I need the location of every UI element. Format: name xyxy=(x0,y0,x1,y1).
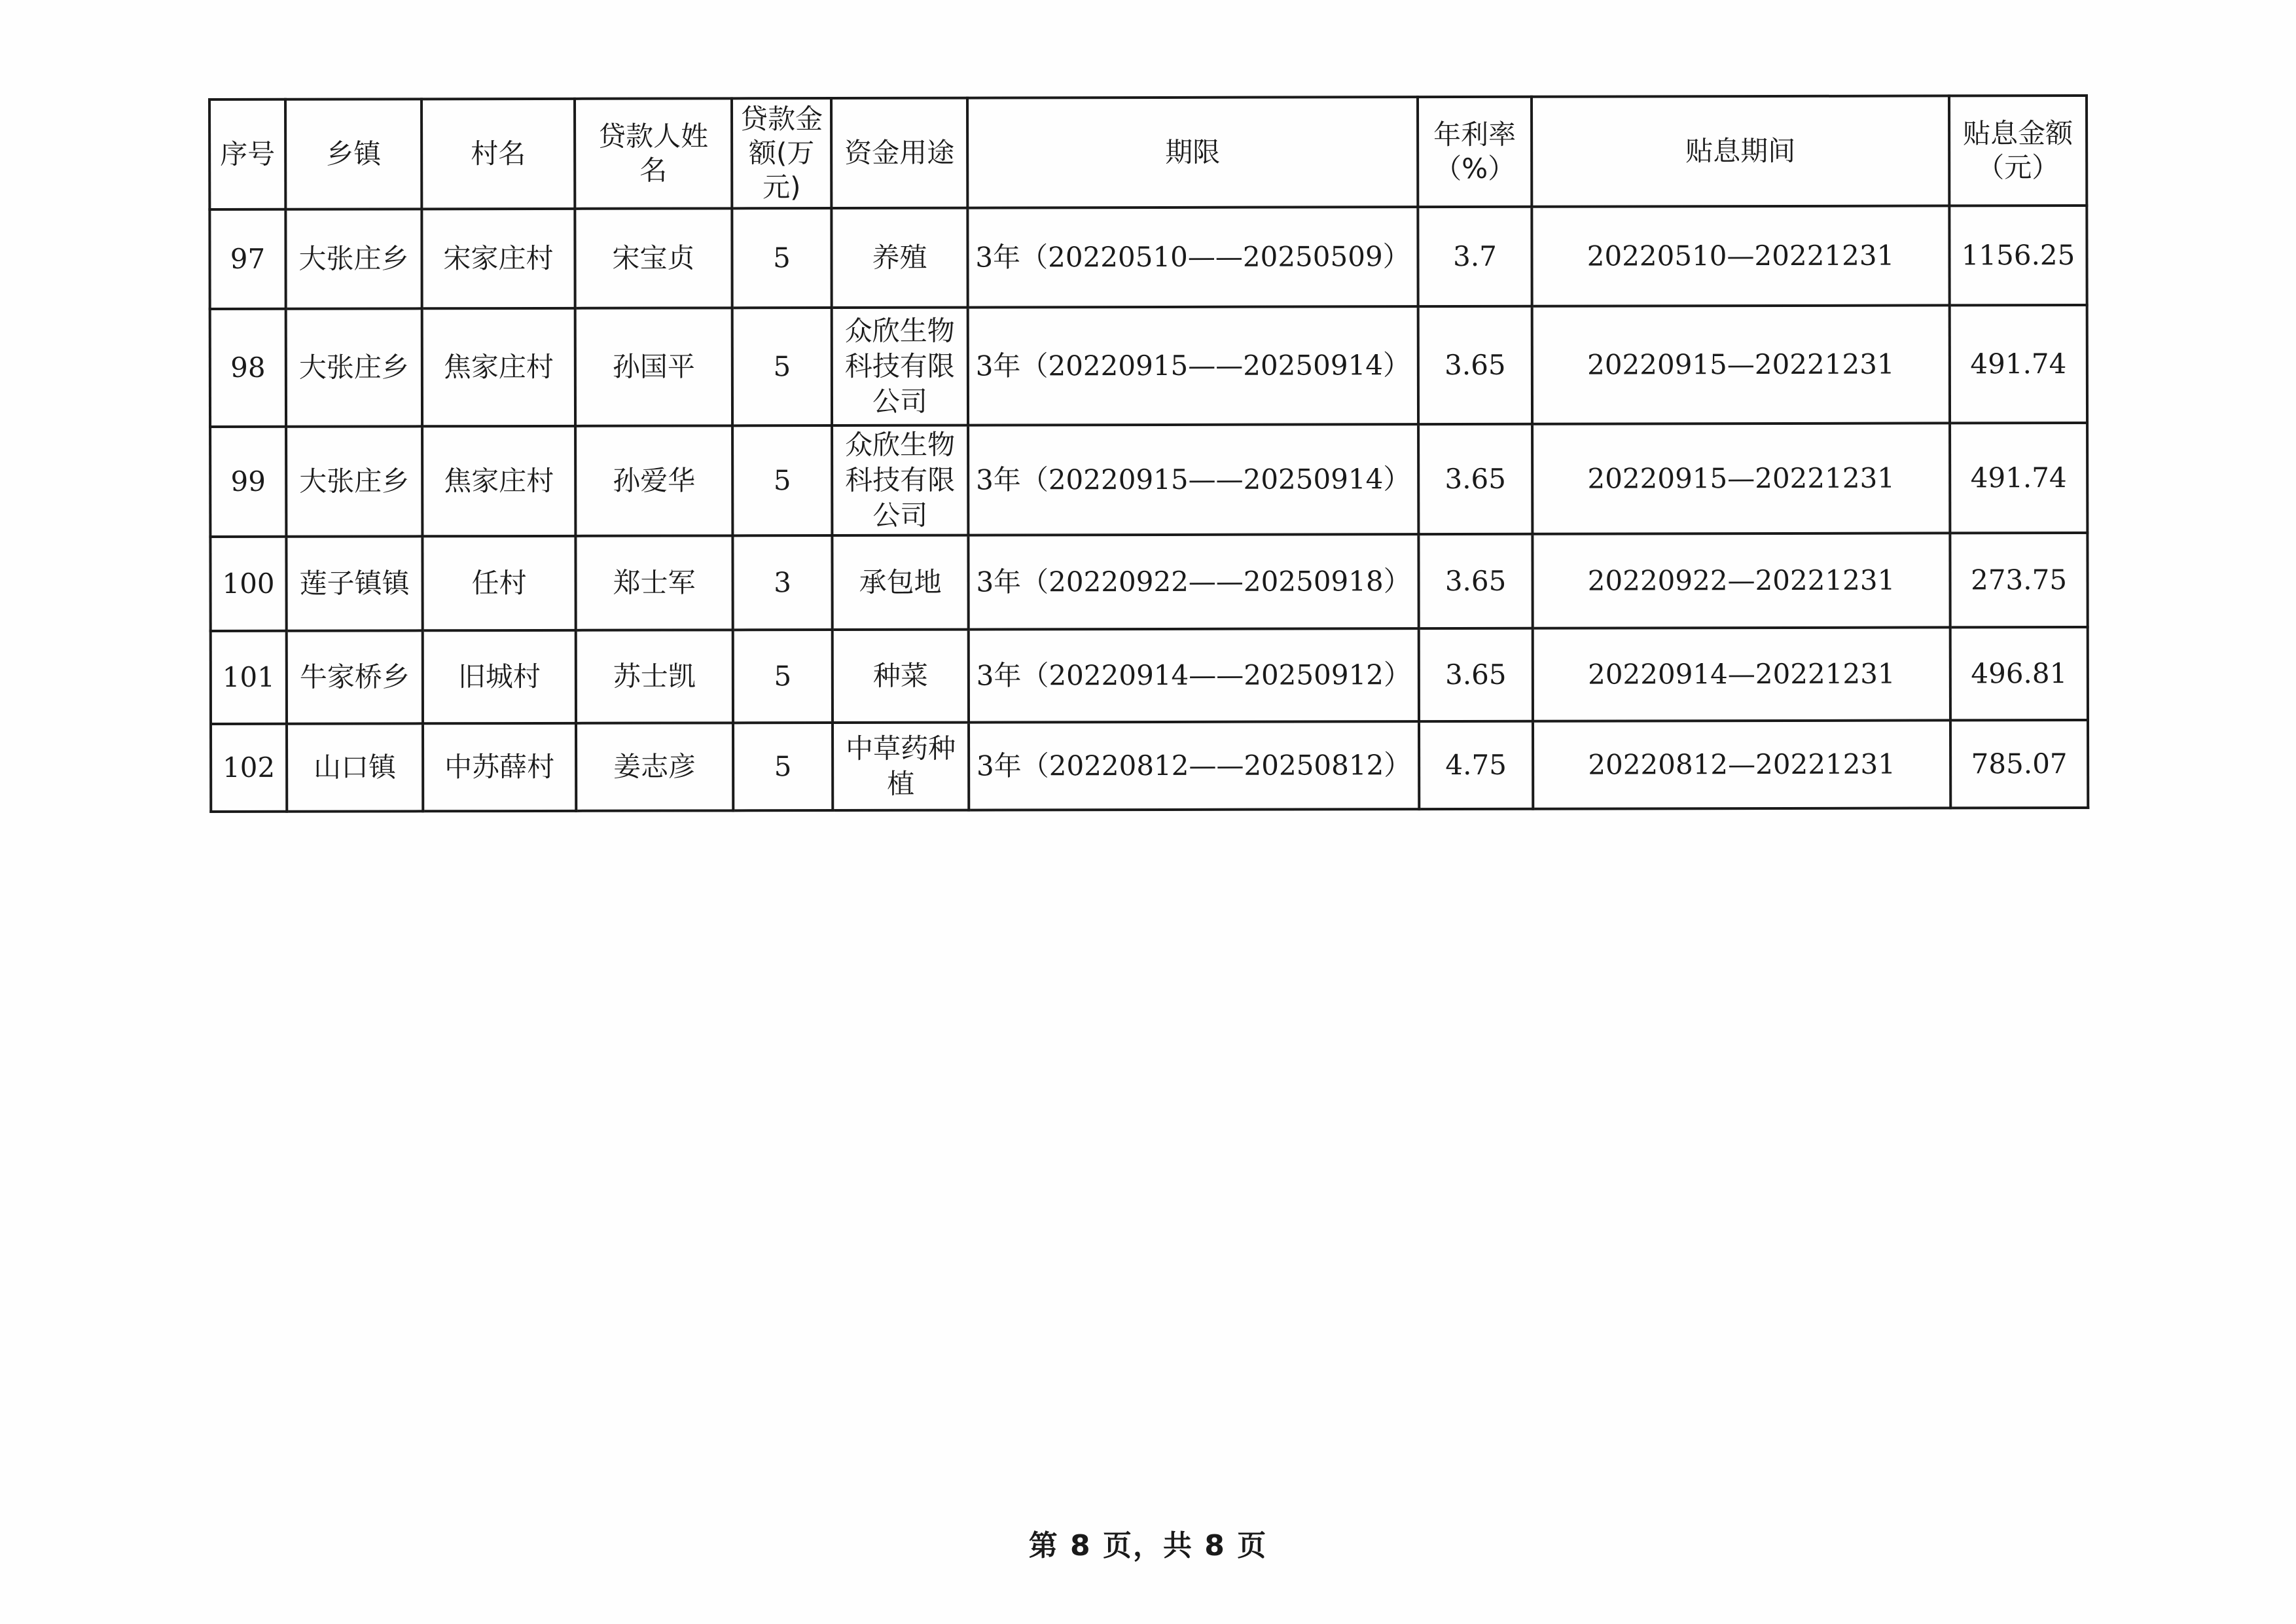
cell-term: 3年（20220922——20250918） xyxy=(968,534,1418,629)
cell-subsidy-period: 20220510—20221231 xyxy=(1532,206,1949,306)
header-borrower: 贷款人姓名 xyxy=(575,98,732,209)
cell-village: 任村 xyxy=(422,536,575,630)
cell-township: 莲子镇镇 xyxy=(286,536,422,630)
cell-purpose: 承包地 xyxy=(832,535,968,630)
cell-subsidy-period: 20220812—20221231 xyxy=(1533,720,1950,808)
cell-village: 焦家庄村 xyxy=(422,426,575,536)
cell-term: 3年（20220915——20250914） xyxy=(968,424,1418,535)
cell-rate: 4.75 xyxy=(1419,721,1533,809)
cell-subsidy-period: 20220914—20221231 xyxy=(1533,627,1950,721)
cell-seq: 100 xyxy=(210,537,286,631)
cell-term: 3年（20220812——20250812） xyxy=(969,721,1419,810)
cell-term: 3年（20220915——20250914） xyxy=(968,306,1418,425)
cell-subsidy-period: 20220915—20221231 xyxy=(1532,423,1950,533)
table-row xyxy=(210,305,2087,427)
cell-village: 焦家庄村 xyxy=(422,308,575,426)
cell-purpose: 养殖 xyxy=(831,208,967,308)
header-rate: 年利率（%） xyxy=(1418,97,1532,207)
cell-subsidy-amount: 491.74 xyxy=(1950,305,2087,423)
header-township: 乡镇 xyxy=(285,99,422,209)
cell-amount: 5 xyxy=(733,723,833,810)
cell-borrower: 宋宝贞 xyxy=(575,208,732,308)
cell-rate: 3.65 xyxy=(1419,628,1533,721)
cell-borrower: 郑士军 xyxy=(575,535,732,630)
cell-township: 大张庄乡 xyxy=(286,308,422,426)
cell-township: 山口镇 xyxy=(287,723,423,811)
cell-rate: 3.65 xyxy=(1418,534,1532,628)
cell-seq: 97 xyxy=(209,209,285,309)
header-seq: 序号 xyxy=(209,99,285,209)
cell-amount: 5 xyxy=(732,425,832,535)
cell-amount: 5 xyxy=(732,208,831,308)
cell-rate: 3.65 xyxy=(1418,424,1532,534)
cell-purpose: 众欣生物科技有限公司 xyxy=(832,308,968,425)
header-subsidy-amount: 贴息金额（元） xyxy=(1949,96,2087,206)
cell-seq: 98 xyxy=(210,309,286,427)
cell-rate: 3.65 xyxy=(1418,306,1532,424)
cell-subsidy-amount: 491.74 xyxy=(1950,423,2087,533)
header-subsidy-period: 贴息期间 xyxy=(1532,96,1949,206)
table-header-row xyxy=(209,96,2087,209)
cell-term: 3年（20220510——20250509） xyxy=(967,207,1418,307)
cell-subsidy-period: 20220922—20221231 xyxy=(1532,533,1950,628)
cell-subsidy-period: 20220915—20221231 xyxy=(1532,305,1950,424)
cell-term: 3年（20220914——20250912） xyxy=(969,628,1419,722)
cell-borrower: 孙国平 xyxy=(575,308,732,426)
page-footer: 第 8 页，共 8 页 xyxy=(1028,1529,1268,1562)
cell-borrower: 孙爱华 xyxy=(575,425,732,536)
table-row xyxy=(211,720,2088,812)
table-row xyxy=(210,423,2087,537)
header-amount: 贷款金额(万元) xyxy=(732,98,831,208)
header-term: 期限 xyxy=(967,97,1418,208)
cell-purpose: 中草药种植 xyxy=(833,723,969,810)
cell-borrower: 苏士凯 xyxy=(576,630,733,723)
cell-village: 中苏薛村 xyxy=(423,723,576,811)
cell-amount: 5 xyxy=(733,630,833,723)
cell-seq: 99 xyxy=(210,427,286,537)
cell-subsidy-amount: 496.81 xyxy=(1950,627,2088,720)
cell-subsidy-amount: 785.07 xyxy=(1950,720,2088,808)
cell-purpose: 众欣生物科技有限公司 xyxy=(832,425,968,535)
cell-seq: 101 xyxy=(211,631,287,724)
table-row xyxy=(209,206,2087,309)
cell-township: 大张庄乡 xyxy=(285,209,422,308)
cell-amount: 5 xyxy=(732,308,832,425)
cell-borrower: 姜志彦 xyxy=(576,723,733,811)
header-purpose: 资金用途 xyxy=(831,98,967,208)
cell-township: 牛家桥乡 xyxy=(287,630,423,723)
cell-rate: 3.7 xyxy=(1418,207,1532,306)
cell-purpose: 种菜 xyxy=(833,630,969,723)
cell-seq: 102 xyxy=(211,724,287,812)
table-row xyxy=(211,627,2088,724)
cell-village: 旧城村 xyxy=(423,630,576,723)
cell-subsidy-amount: 1156.25 xyxy=(1949,206,2087,305)
loan-subsidy-table xyxy=(208,94,2089,813)
table-row xyxy=(210,533,2087,631)
cell-subsidy-amount: 273.75 xyxy=(1950,533,2087,627)
cell-township: 大张庄乡 xyxy=(286,426,422,536)
header-village: 村名 xyxy=(422,99,575,209)
cell-amount: 3 xyxy=(732,535,832,630)
cell-village: 宋家庄村 xyxy=(422,209,575,308)
